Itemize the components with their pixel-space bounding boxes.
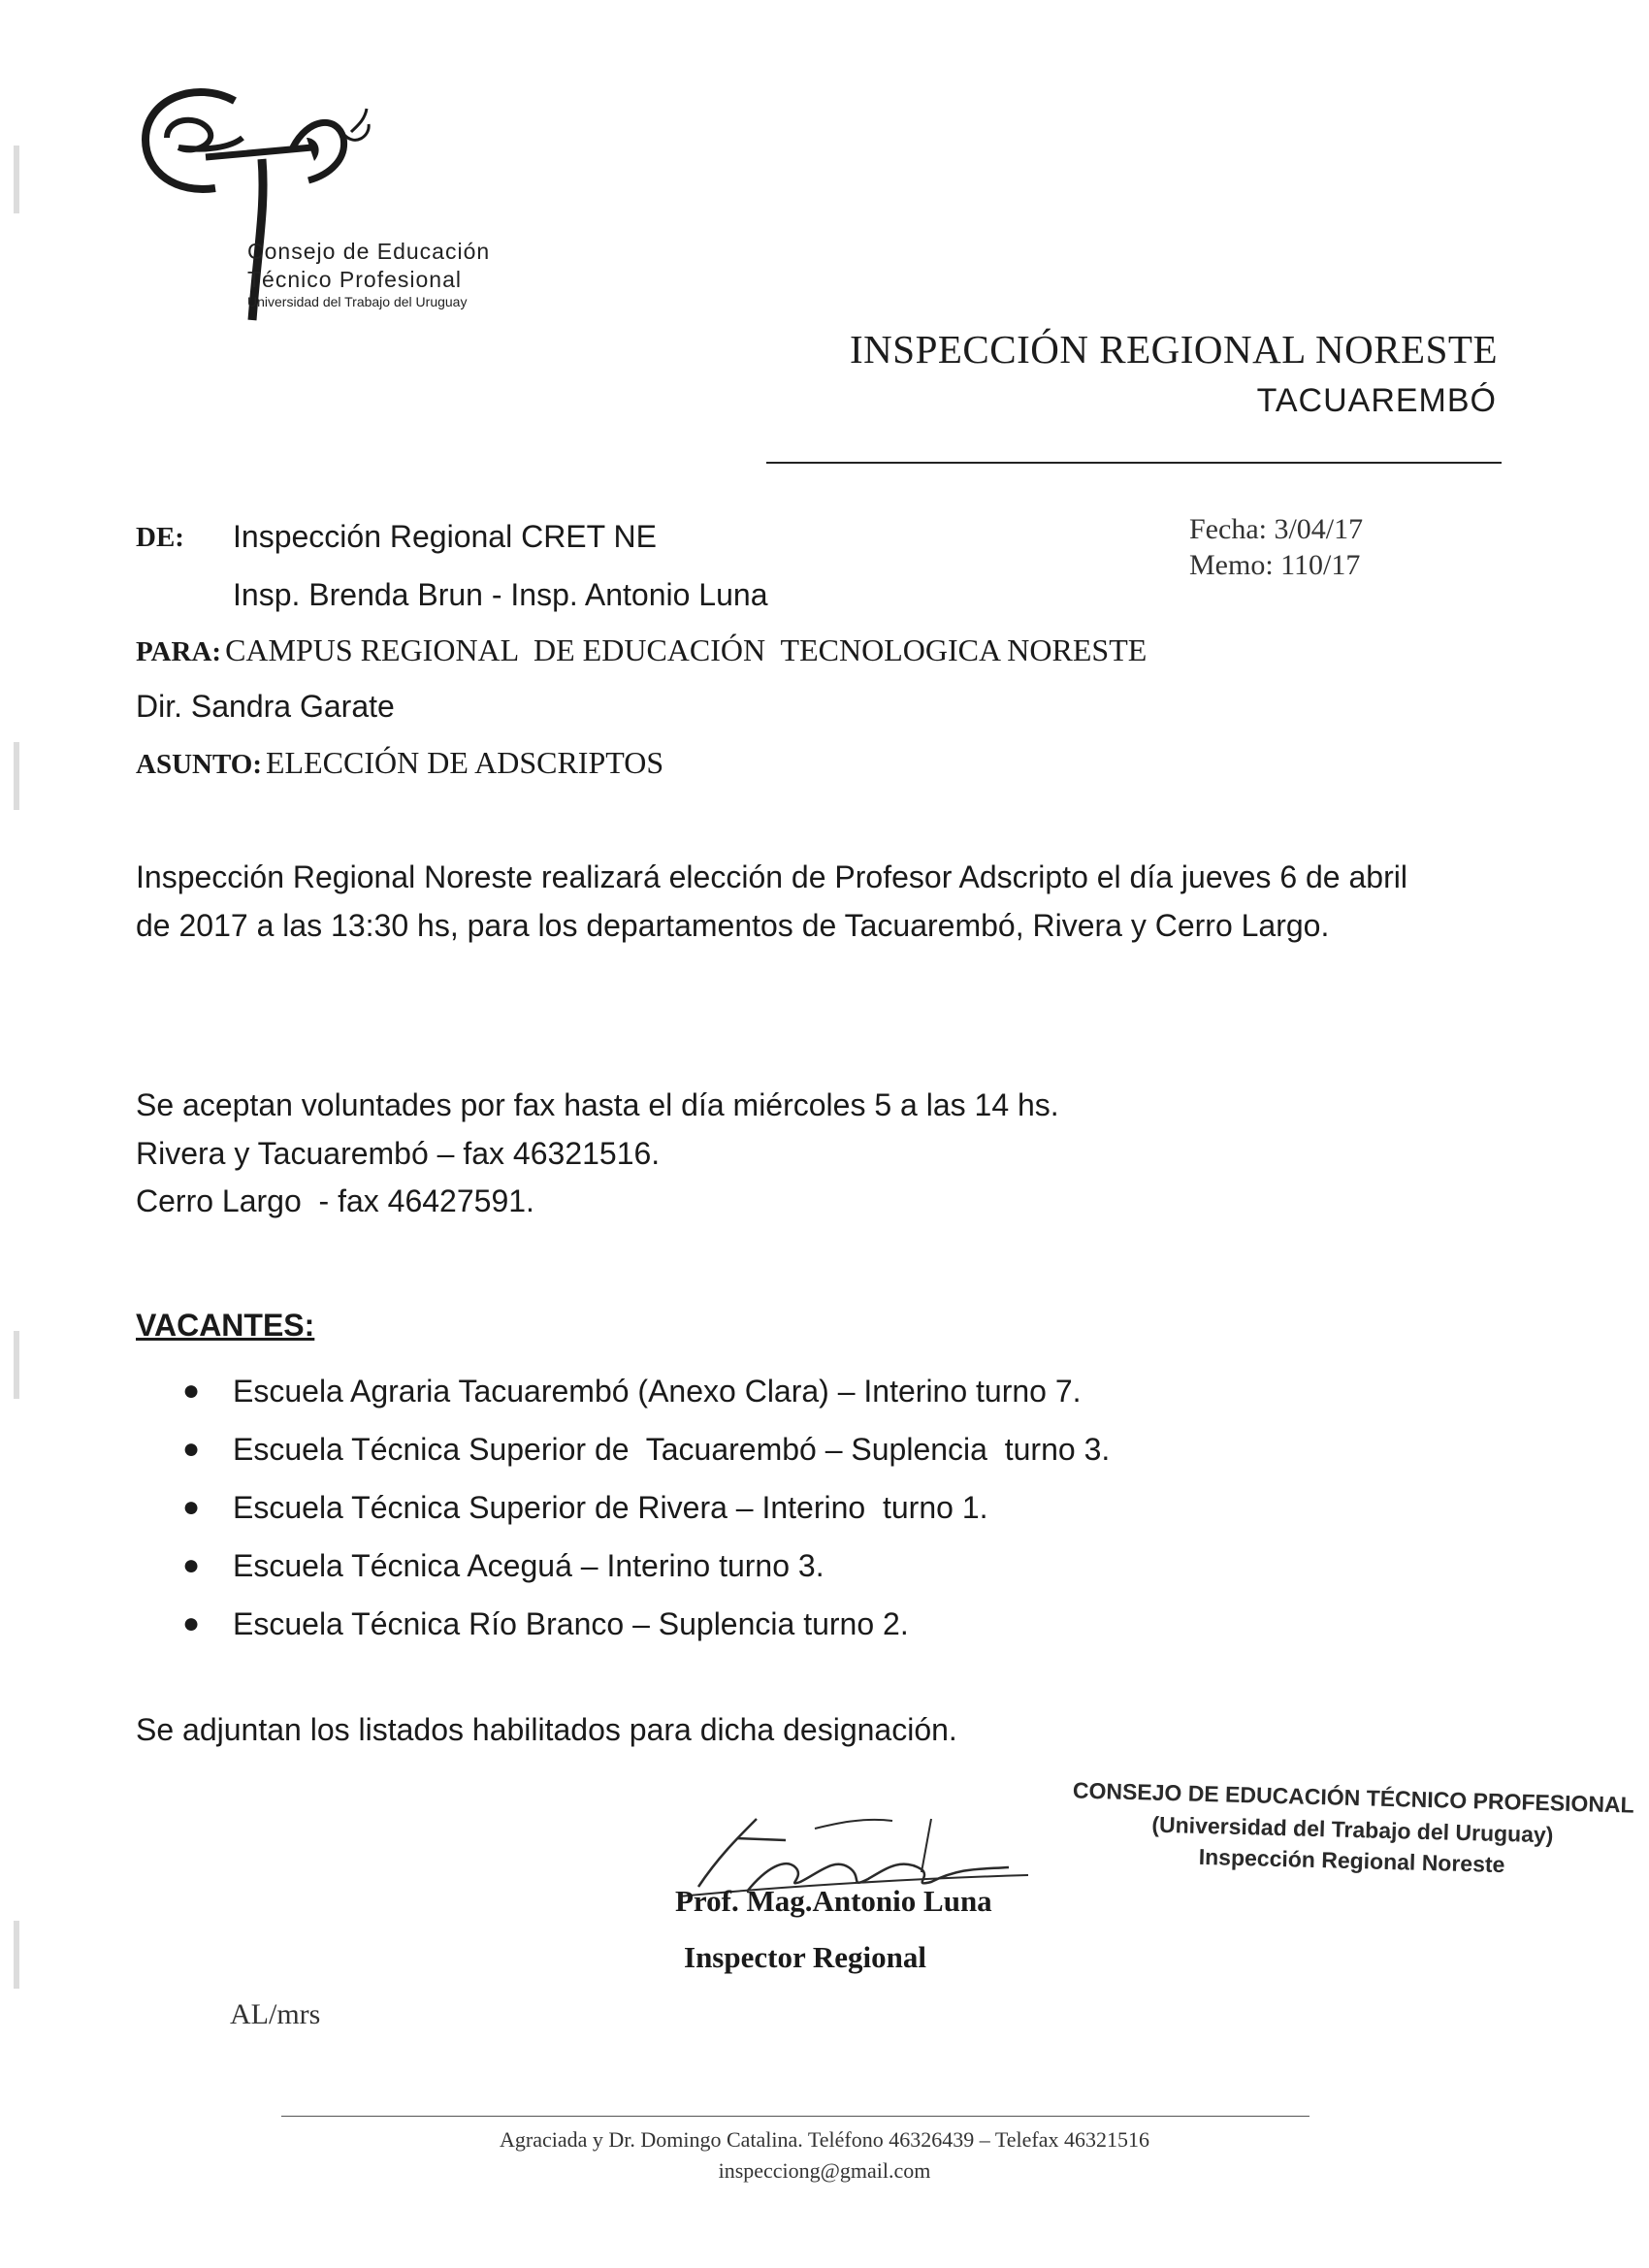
stamp-line-3: Inspección Regional Noreste — [1198, 1844, 1505, 1878]
page-subtitle: TACUAREMBÓ — [1256, 382, 1497, 419]
memo-meta — [1189, 512, 1363, 583]
para-row — [136, 632, 1147, 668]
header-divider — [766, 462, 1502, 464]
stamp-line-2: (Universidad del Trabajo del Uruguay) — [1151, 1811, 1554, 1848]
de-sender: Inspección Regional CRET NE — [233, 519, 657, 554]
list-item: ● Escuela Técnica Superior de Tacuarembó – Suplencia turno 3. — [182, 1420, 1110, 1478]
fax-info — [136, 1082, 1059, 1226]
list-item: ● Escuela Técnica Superior de Rivera – Interino turno 1. — [182, 1478, 1110, 1537]
vacantes-title: VACANTES: — [136, 1308, 315, 1343]
institution-stamp — [1071, 1774, 1634, 1884]
vacantes-list — [182, 1362, 1110, 1653]
para-label: PARA: — [136, 636, 222, 667]
bullet-icon: ● — [182, 1491, 201, 1523]
de-signatories: Insp. Brenda Brun - Insp. Antonio Luna — [233, 577, 768, 612]
signer-role: Inspector Regional — [684, 1940, 927, 1974]
footer-email: inspecciong@gmail.com — [718, 2157, 931, 2183]
page-title: INSPECCIÓN REGIONAL NORESTE — [850, 327, 1498, 372]
memo-number: Memo: 110/17 — [1189, 548, 1361, 581]
bullet-icon: ● — [182, 1607, 201, 1639]
footer-address: Agraciada y Dr. Domingo Catalina. Teléfono 46326439 – Telefax 46321516 — [499, 2127, 1149, 2152]
body-paragraph-1: Inspección Regional Noreste realizará elección de Profesor Adscripto el día jueves 6 de abril de 2017 a las 13:30 hs, para los departamentos de Tacuarembó, Rivera y Cerro Largo. — [136, 859, 1407, 943]
footer-divider — [281, 2116, 1310, 2117]
logo-line-1: Consejo de Educación — [247, 239, 491, 264]
fecha-value: Fecha: 3/04/17 — [1189, 513, 1364, 545]
logo-text — [247, 238, 490, 310]
asunto-row — [136, 745, 663, 781]
list-item: ● Escuela Técnica Aceguá – Interino turno 3. — [182, 1537, 1110, 1595]
asunto-value: ELECCIÓN DE ADSCRIPTOS — [266, 745, 664, 780]
fax-line-1: Se aceptan voluntades por fax hasta el día miércoles 5 a las 14 hs. — [136, 1087, 1059, 1122]
asunto-label: ASUNTO: — [136, 749, 262, 780]
signer-name: Prof. Mag.Antonio Luna — [675, 1884, 992, 1918]
reference-initials: AL/mrs — [230, 1998, 321, 2030]
fax-line-3: Cerro Largo - fax 46427591. — [136, 1183, 534, 1219]
scan-mark — [14, 1331, 19, 1399]
bullet-icon: ● — [182, 1375, 201, 1407]
attachment-note: Se adjuntan los listados habilitados para dicha designación. — [136, 1712, 957, 1747]
stamp-line-1: CONSEJO DE EDUCACIÓN TÉCNICO PROFESIONAL — [1072, 1777, 1634, 1818]
fax-line-2: Rivera y Tacuarembó – fax 46321516. — [136, 1135, 661, 1171]
bullet-icon: ● — [182, 1549, 201, 1581]
list-item: ● Escuela Técnica Río Branco – Suplencia turno 2. — [182, 1595, 1110, 1653]
logo-line-3: Universidad del Trabajo del Uruguay — [247, 293, 468, 309]
de-label: DE: — [136, 522, 184, 553]
para-name: Dir. Sandra Garate — [136, 689, 395, 724]
bullet-icon: ● — [182, 1433, 201, 1465]
list-item: ● Escuela Agraria Tacuarembó (Anexo Clara) – Interino turno 7. — [182, 1362, 1110, 1420]
scan-mark — [14, 146, 19, 213]
footer — [0, 2124, 1649, 2187]
scan-mark — [14, 742, 19, 810]
scan-mark — [14, 1921, 19, 1989]
logo-line-2: Técnico Profesional — [247, 266, 462, 292]
para-recipient: CAMPUS REGIONAL DE EDUCACIÓN TECNOLOGICA NORESTE — [225, 632, 1148, 667]
